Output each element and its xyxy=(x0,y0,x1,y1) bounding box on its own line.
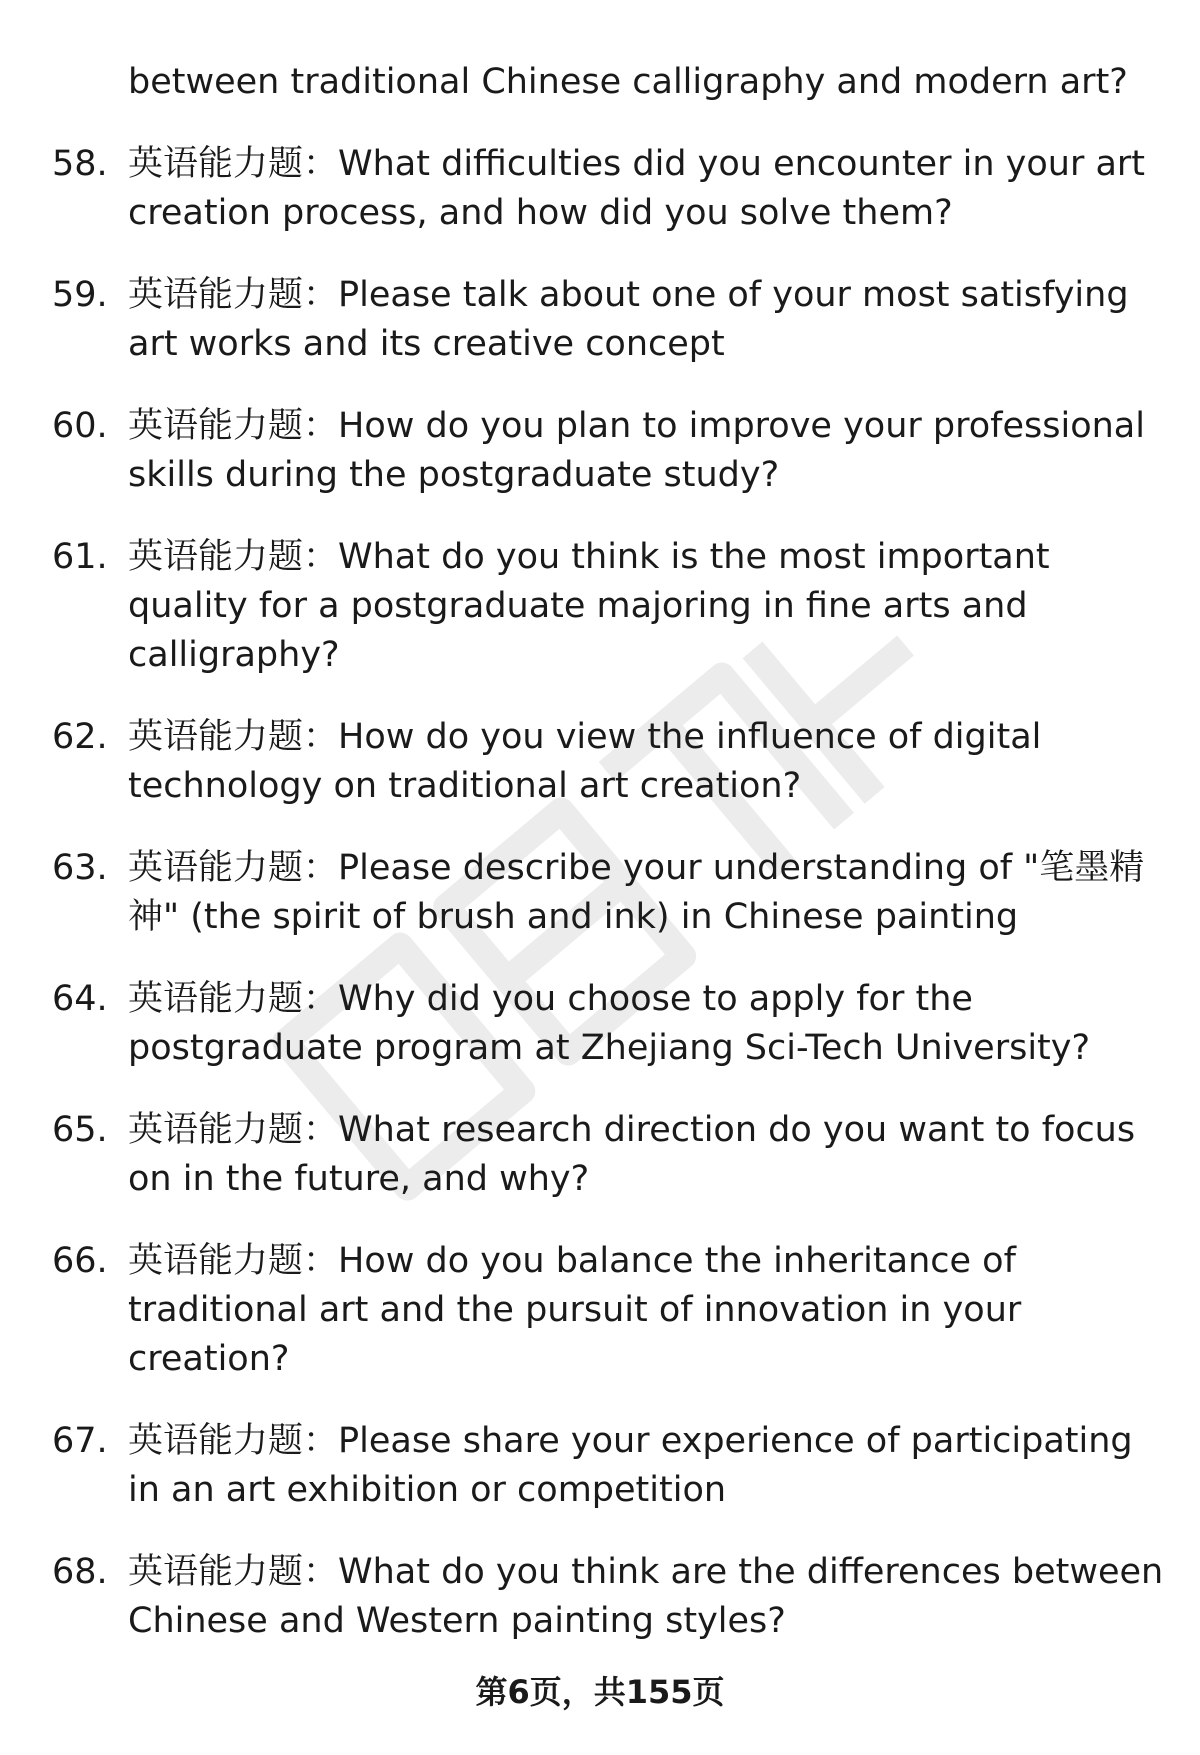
question-text xyxy=(128,1548,1168,1646)
question-prefix: 英语能力题： xyxy=(128,1110,339,1150)
question-number: 61. xyxy=(52,537,108,577)
question-body: How do you balance the inheritance of traditional art and the pursuit of innovation in your creation? xyxy=(128,1241,1022,1379)
question-number: 64. xyxy=(52,979,108,1019)
question-body: How do you plan to improve your professional skills during the postgraduate study? xyxy=(128,406,1145,495)
question-text xyxy=(128,1106,1168,1204)
question-item xyxy=(0,271,1200,369)
question-item xyxy=(0,1237,1200,1384)
question-body: What difficulties did you encounter in your art creation process, and how did you solve them? xyxy=(128,144,1146,233)
continuation-text: between traditional Chinese calligraphy and modern art? xyxy=(128,62,1128,102)
question-body: What do you think is the most important quality for a postgraduate majoring in fine arts and calligraphy? xyxy=(128,537,1050,675)
question-number: 68. xyxy=(52,1552,108,1592)
question-number: 59. xyxy=(52,275,108,315)
question-item xyxy=(0,1417,1200,1515)
question-body: Please describe your understanding of "笔墨精神" (the spirit of brush and ink) in Chinese painting xyxy=(128,848,1145,937)
question-number: 62. xyxy=(52,717,108,757)
question-text xyxy=(128,271,1168,369)
question-prefix: 英语能力题： xyxy=(128,717,339,757)
page-footer: 第6页，共155页 xyxy=(475,1673,725,1711)
question-number: 63. xyxy=(52,848,108,888)
question-body: Please talk about one of your most satisfying art works and its creative concept xyxy=(128,275,1129,364)
question-body: Please share your experience of participating in an art exhibition or competition xyxy=(128,1421,1133,1510)
question-item xyxy=(0,140,1200,238)
question-number: 66. xyxy=(52,1241,108,1281)
question-number: 65. xyxy=(52,1110,108,1150)
question-body: What research direction do you want to focus on in the future, and why? xyxy=(128,1110,1136,1199)
question-body: How do you view the influence of digital technology on traditional art creation? xyxy=(128,717,1042,806)
question-prefix: 英语能力题： xyxy=(128,144,339,184)
question-item xyxy=(0,975,1200,1073)
question-body: Why did you choose to apply for the postgraduate program at Zhejiang Sci-Tech University? xyxy=(128,979,1091,1068)
question-prefix: 英语能力题： xyxy=(128,1241,339,1281)
question-item xyxy=(0,402,1200,500)
question-prefix: 英语能力题： xyxy=(128,979,339,1019)
question-number: 58. xyxy=(52,144,108,184)
question-prefix: 英语能力题： xyxy=(128,406,339,446)
question-text xyxy=(128,713,1168,811)
question-number: 60. xyxy=(52,406,108,446)
question-text xyxy=(128,1237,1168,1384)
question-text xyxy=(128,844,1168,942)
question-list xyxy=(0,140,1200,1679)
question-item xyxy=(0,713,1200,811)
question-item xyxy=(0,533,1200,680)
question-item xyxy=(0,844,1200,942)
question-text xyxy=(128,140,1168,238)
question-prefix: 英语能力题： xyxy=(128,848,339,888)
question-text xyxy=(128,975,1168,1073)
question-text xyxy=(128,402,1168,500)
question-prefix: 英语能力题： xyxy=(128,537,339,577)
question-text xyxy=(128,1417,1168,1515)
question-number: 67. xyxy=(52,1421,108,1461)
question-text xyxy=(128,533,1168,680)
question-prefix: 英语能力题： xyxy=(128,1421,339,1461)
question-item xyxy=(0,1106,1200,1204)
question-prefix: 英语能力题： xyxy=(128,275,339,315)
question-prefix: 英语能力题： xyxy=(128,1552,339,1592)
question-body: What do you think are the differences between Chinese and Western painting styles? xyxy=(128,1552,1164,1641)
question-item xyxy=(0,1548,1200,1646)
